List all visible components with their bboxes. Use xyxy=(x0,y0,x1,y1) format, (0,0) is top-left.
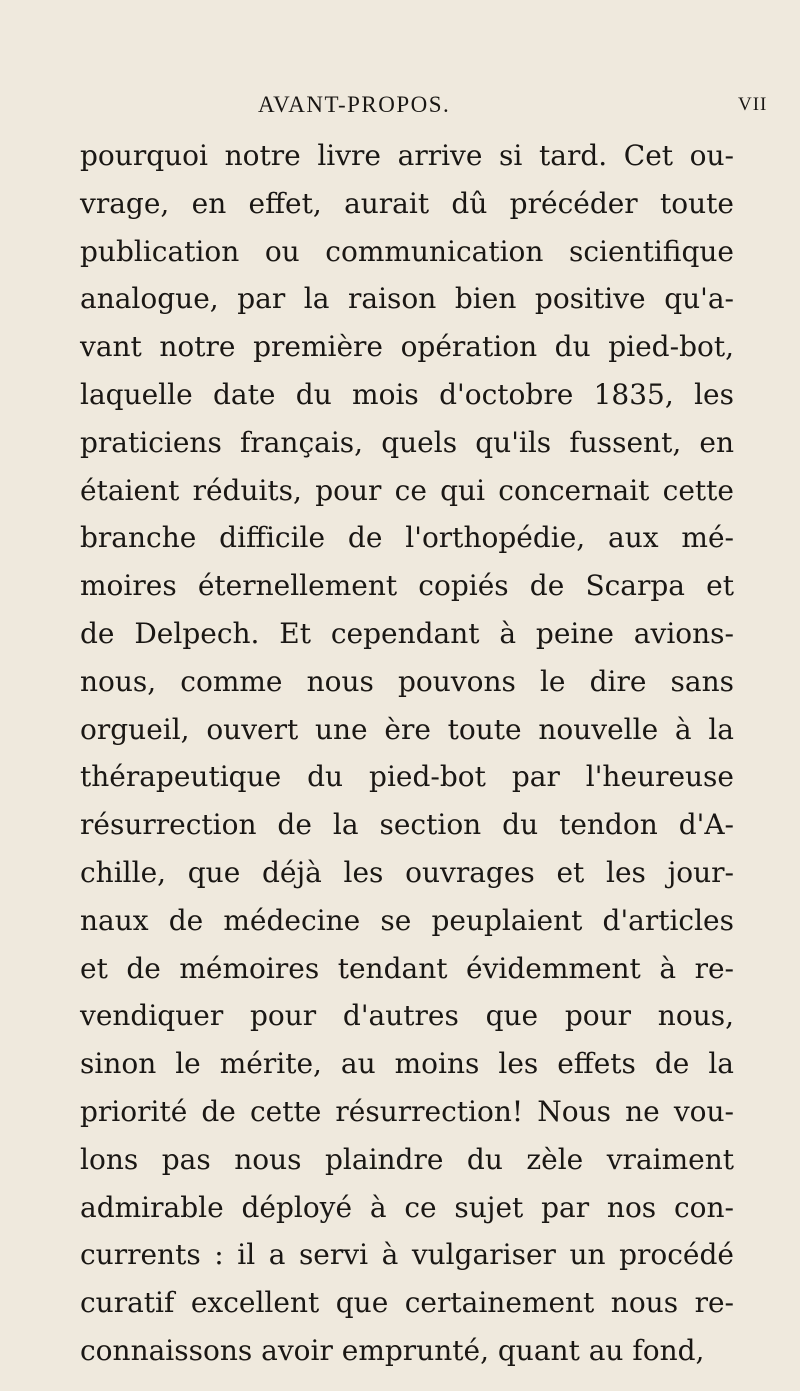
text-line: et de mémoires tendant évidemment à re- xyxy=(80,951,734,985)
text-line: de Delpech. Et cependant à peine avions- xyxy=(80,616,734,650)
text-line: connaissons avoir emprunté, quant au fond, xyxy=(80,1333,705,1367)
text-line: résurrection de la section du tendon d'A- xyxy=(80,808,734,842)
text-line: vrage, en effet, aurait dû précéder toute xyxy=(80,186,734,220)
text-line: vant notre première opération du pied-bot, xyxy=(80,330,734,364)
text-line: admirable déployé à ce sujet par nos con- xyxy=(80,1190,734,1224)
text-line: moires éternellement copiés de Scarpa et xyxy=(80,569,734,603)
text-line: analogue, par la raison bien positive qu'a- xyxy=(80,282,734,316)
text-line: pourquoi notre livre arrive si tard. Cet ou- xyxy=(80,139,734,172)
text-line: naux de médecine se peuplaient d'articles xyxy=(80,903,734,937)
text-line: curatif excellent que certainement nous re- xyxy=(80,1286,734,1320)
text-line: étaient réduits, pour ce qui concernait cette xyxy=(80,473,734,507)
text-line: nous, comme nous pouvons le dire sans xyxy=(80,664,734,698)
text-line: chille, que déjà les ouvrages et les jour- xyxy=(80,855,734,889)
text-line: currents : il a servi à vulgariser un procédé xyxy=(80,1238,734,1272)
text-line: vendiquer pour d'autres que pour nous, xyxy=(80,999,734,1033)
page-number: VII xyxy=(738,94,768,115)
page-header xyxy=(0,92,800,122)
running-head: AVANT-PROPOS. xyxy=(258,92,451,117)
text-line: publication ou communication scientifique xyxy=(80,234,734,268)
text-line: orgueil, ouvert une ère toute nouvelle à la xyxy=(80,712,734,746)
text-line: laquelle date du mois d'octobre 1835, les xyxy=(80,377,734,411)
text-line: praticiens français, quels qu'ils fussent, en xyxy=(80,425,734,459)
text-line: priorité de cette résurrection! Nous ne vou- xyxy=(80,1094,734,1128)
text-line: sinon le mérite, au moins les effets de la xyxy=(80,1047,734,1081)
text-line: branche difficile de l'orthopédie, aux mé- xyxy=(80,521,734,555)
text-line: thérapeutique du pied-bot par l'heureuse xyxy=(80,760,734,794)
text-line: lons pas nous plaindre du zèle vraiment xyxy=(80,1142,734,1176)
body-text xyxy=(80,132,734,1375)
